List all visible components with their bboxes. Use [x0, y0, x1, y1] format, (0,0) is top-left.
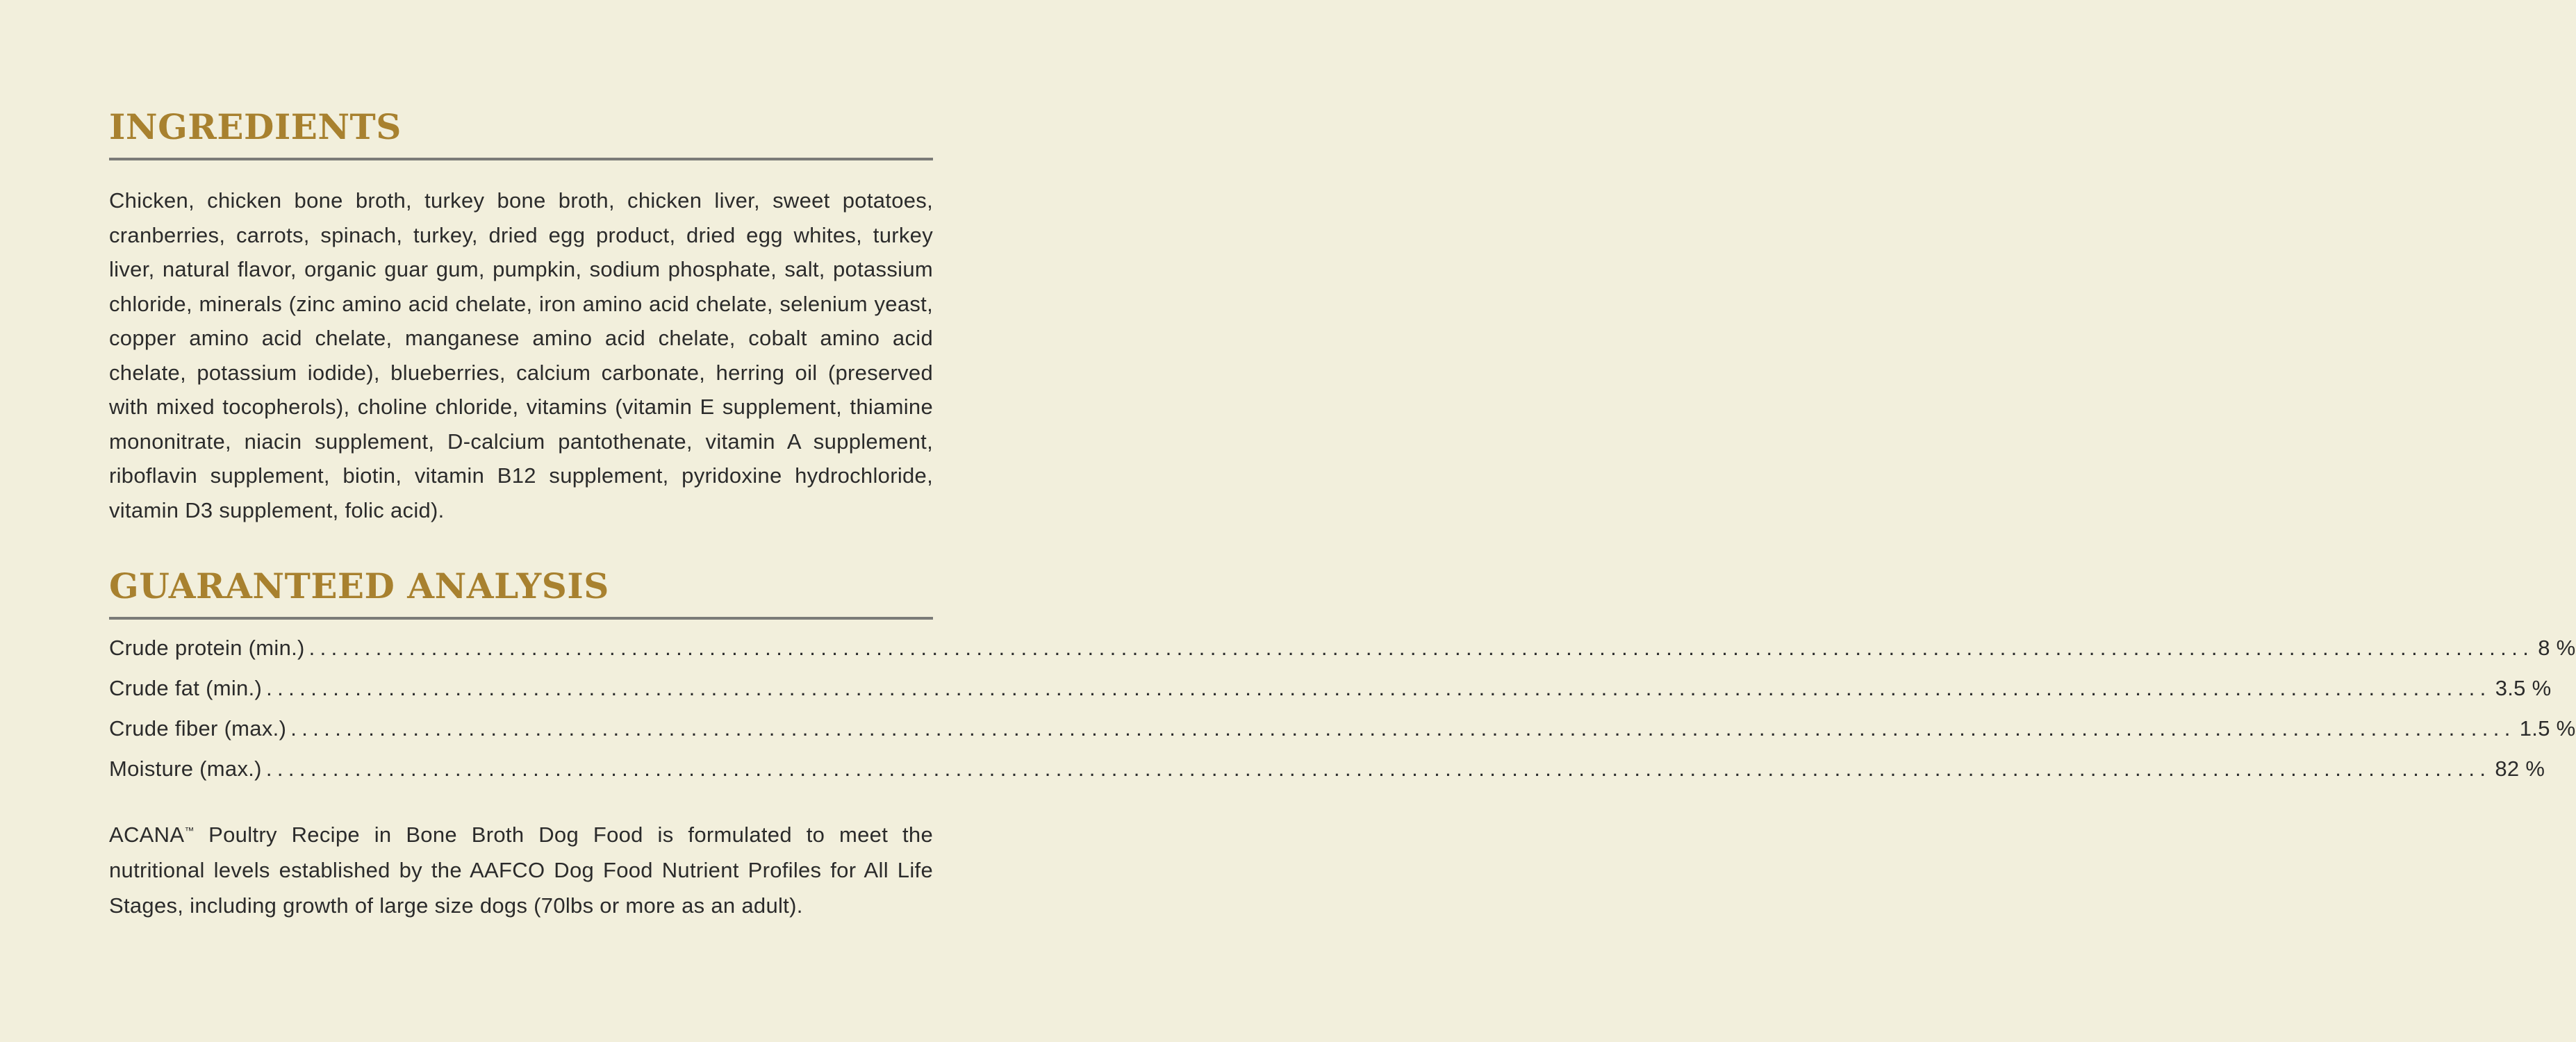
analysis-label: Crude protein (min.) [109, 636, 305, 660]
aafco-statement [109, 817, 933, 923]
analysis-row [109, 628, 2576, 668]
analysis-label: Moisture (max.) [109, 756, 262, 781]
leader-dots: ........................................................................................................................................................................................................ [290, 716, 2516, 741]
analysis-row [109, 709, 2576, 749]
analysis-row [109, 749, 2545, 789]
ingredients-list: Chicken, chicken bone broth, turkey bone broth, chicken liver, sweet potatoes, cranberries, carrots, spinach, turkey, dried egg product, dried egg whites, turkey liver, natural flavor, organic guar gum, pumpkin, sodium phosphate, salt, potassium chloride, minerals (zinc amino acid chelate, iron amino acid chelate, selenium yeast, copper amino acid chelate, manganese amino acid chelate, cobalt amino acid chelate, potassium iodide), blueberries, calcium carbonate, herring oil (preserved with mixed tocopherols), choline chloride, vitamins (vitamin E supplement, thiamine mononitrate, niacin supplement, D-calcium pantothenate, vitamin A supplement, riboflavin supplement, biotin, vitamin B12 supplement, pyridoxine hydrochloride, vitamin D3 supplement, folic acid). [109, 188, 933, 522]
guaranteed-analysis-heading: GUARANTEED ANALYSIS [109, 565, 609, 606]
analysis-table [109, 628, 2576, 789]
brand-name: ACANA [109, 822, 185, 847]
analysis-value: 8 % [2538, 636, 2576, 660]
ingredients-heading: INGREDIENTS [109, 106, 402, 147]
ingredients-divider [109, 158, 933, 160]
analysis-row [109, 668, 2552, 709]
trademark-symbol: ™ [184, 825, 195, 836]
leader-dots: ........................................................................................................................................................................................................ [266, 676, 2491, 700]
leader-dots: ........................................................................................................................................................................................................ [308, 636, 2534, 660]
statement-text: Poultry Recipe in Bone Broth Dog Food is formulated to meet the nutritional levels established by the AAFCO Dog Food Nutrient Profiles for All Life Stages, including growth of large size dogs (70lbs or more as an adult). [109, 822, 933, 918]
analysis-label: Crude fat (min.) [109, 676, 263, 700]
analysis-value: 1.5 % [2519, 716, 2576, 741]
analysis-label: Crude fiber (max.) [109, 716, 287, 741]
analysis-divider [109, 617, 933, 620]
analysis-value: 3.5 % [2495, 676, 2552, 700]
analysis-value: 82 % [2495, 756, 2545, 781]
ingredient-panel [109, 104, 2576, 923]
leader-dots: ........................................................................................................................................................................................................ [265, 756, 2491, 781]
